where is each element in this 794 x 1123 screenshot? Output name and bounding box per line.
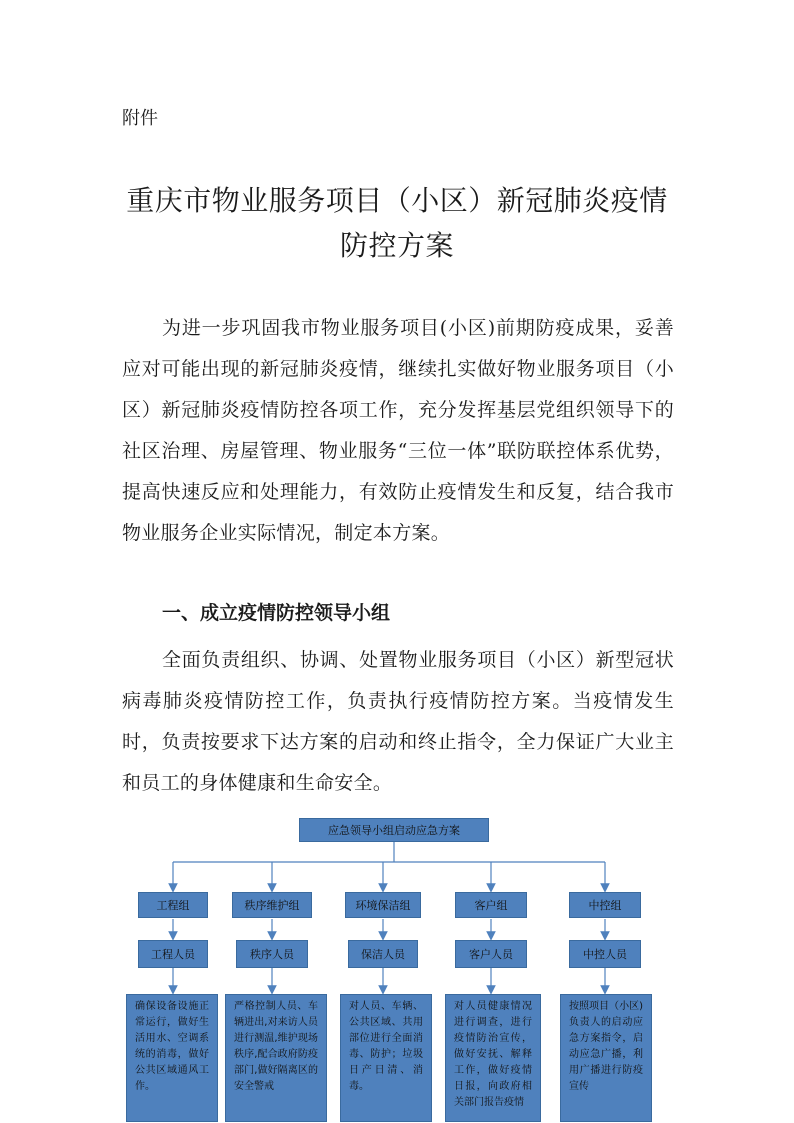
title-line-2: 防控方案 <box>339 229 454 262</box>
staff-box-control: 中控人员 <box>569 940 641 968</box>
staff-box-cleaning: 保洁人员 <box>348 940 418 968</box>
duty-box-order: 严格控制人员、车辆进出,对来访人员进行测温,维护现场秩序,配合政府防疫部门,做好隔离区的安全警戒 <box>225 994 327 1122</box>
group-box-cleaning: 环境保洁组 <box>345 892 421 918</box>
title-line-1: 重庆市物业服务项目（小区）新冠肺炎疫情 <box>126 184 668 217</box>
duty-box-cleaning: 对人员、车辆、公共区域、共用部位进行全面消毒、防护；垃圾日产日清、消毒。 <box>340 994 432 1122</box>
intro-paragraph: 为进一步巩固我市物业服务项目(小区)前期防疫成果，妥善应对可能出现的新冠肺炎疫情，继续扎实做好物业服务项目（小区）新冠肺炎疫情防控各项工作，充分发挥基层党组织领导下的社区治理、房屋管理、物业服务“三位一体”联防联控体系优势，提高快速反应和处理能力，有效防止疫情发生和反复，结合我市物业服务企业实际情况，制定本方案。 <box>122 317 674 544</box>
group-box-customer: 客户组 <box>455 892 527 918</box>
document-title <box>100 178 694 268</box>
section-heading: 一、成立疫情防控领导小组 <box>162 602 391 624</box>
duty-box-engineering: 确保设备设施正常运行，做好生活用水、空调系统的消毒，做好公共区域通风工作。 <box>126 994 218 1122</box>
group-box-control: 中控组 <box>569 892 641 918</box>
staff-box-order: 秩序人员 <box>236 940 308 968</box>
attachment-label: 附件 <box>122 108 158 129</box>
org-chart <box>0 810 794 1123</box>
duty-box-customer: 对人员健康情况进行调查，进行疫情防治宣传，做好安抚、解释工作，做好疫情日报，向政府相关部门报告疫情 <box>445 994 541 1122</box>
group-box-order: 秩序维护组 <box>232 892 312 918</box>
duty-box-control: 按照项目（小区)负责人的启动应急方案指令，启动应急广播，利用广播进行防疫宣传 <box>560 994 652 1122</box>
section-paragraph: 全面负责组织、协调、处置物业服务项目（小区）新型冠状病毒肺炎疫情防控工作，负责执行疫情防控方案。当疫情发生时，负责按要求下达方案的启动和终止指令，全力保证广大业主和员工的身体健康和生命安全。 <box>122 649 674 794</box>
emergency-leadership-box: 应急领导小组启动应急方案 <box>299 818 489 842</box>
staff-box-engineering: 工程人员 <box>138 940 208 968</box>
group-box-engineering: 工程组 <box>138 892 208 918</box>
staff-box-customer: 客户人员 <box>455 940 527 968</box>
